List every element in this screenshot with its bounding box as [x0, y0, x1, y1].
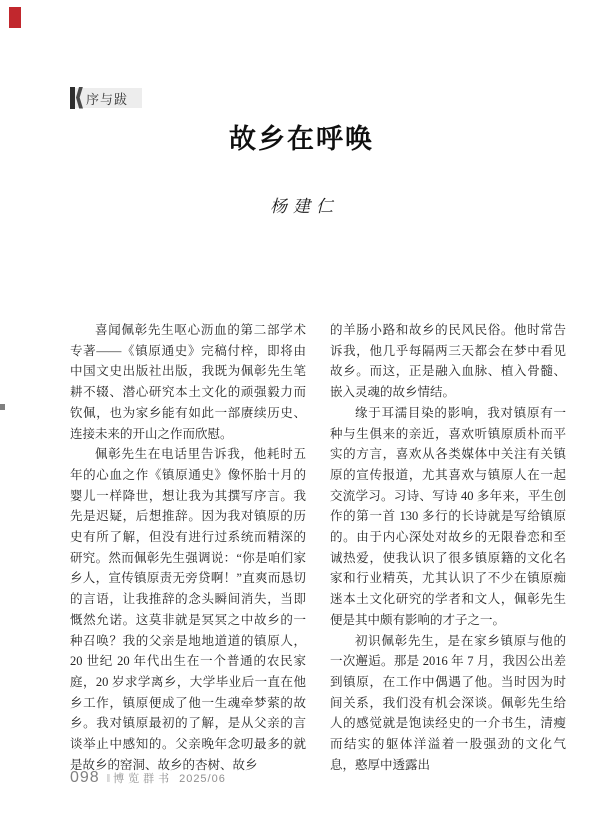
article-title: 故乡在呼唤: [229, 124, 374, 154]
issue-date: 2025/06: [179, 773, 226, 785]
section-tag: [70, 88, 142, 108]
paragraph: 佩彰先生在电话里告诉我，他耗时五年的心血之作《镇原通史》像怀胎十月的婴儿一样降世，想让我为其撰写序言。我先是迟疑，后想推辞。因为我对镇原的历史有所了解，但没有进行过系统而精深的研究。然而佩彰先生强调说：“你是咱们家乡人，宣传镇原责无旁贷啊！”直爽而恳切的言语，让我推辞的念头瞬间消失，当即慨然允诺。这莫非就是冥冥之中故乡的一种召唤？我的父亲是地地道道的镇原人，20 世纪 20 年代出生在一个普通的农民家庭，20 岁求学离乡，大学毕业后一直在他乡工作，镇原便成了他一生魂牵梦萦的故乡。我对镇原最初的了解，是从父亲的言谈举止中感知的。父亲晚年念叨最多的就是故乡的窑洞、故乡的杏树、故乡: [70, 447, 306, 772]
paragraph-continuation: 的羊肠小路和故乡的民风民俗。他时常告诉我，他几乎每隔两三天都会在梦中看见故乡。而这，正是融入血脉、植入骨髓、嵌入灵魂的故乡情结。: [330, 323, 566, 400]
footer-separator: ‖: [106, 771, 111, 785]
bracket-bar: [70, 87, 75, 109]
page-footer: [70, 769, 226, 787]
corner-red-mark: [9, 7, 21, 28]
page-number: 098: [70, 769, 100, 786]
magazine-name: 博览群书: [113, 773, 174, 785]
left-edge-tick: [0, 404, 5, 410]
paragraph: 初识佩彰先生，是在家乡镇原与他的一次邂逅。那是 2016 年 7 月，我因公出差到镇原，在工作中偶遇了他。当时因为时间关系，我们没有机会深谈。佩彰先生给人的感觉就是饱读经史的一介书生，清瘦而结实的躯体洋溢着一股强劲的文化气息，憨厚中透露出: [330, 633, 566, 772]
paragraph: 缘于耳濡目染的影响，我对镇原有一种与生俱来的亲近，喜欢听镇原质朴而平实的方言，喜欢从各类媒体中关注有关镇原的宣传报道，尤其喜欢与镇原人在一起交流学习。习诗、写诗 40 多年来，平生创作的第一首 130 多行的长诗就是写给镇原的。由于内心深处对故乡的无限眷恋和至诚热爱，使我认识了很多镇原籍的文化名家和行业精英，尤其认识了不少在镇原痴迷本土文化研究的学者和文人，佩彰先生便是其中颇有影响的才子之一。: [330, 405, 566, 627]
paragraph: 喜闻佩彰先生呕心沥血的第二部学术专著——《镇原通史》完稿付梓，即将由中国文史出版社出版，我既为佩彰先生笔耕不辍、潜心研究本土文化的顽强毅力而钦佩，也为家乡能有如此一部赓续历史、连接未来的开山之作而欣慰。: [70, 323, 306, 441]
left-column: [70, 320, 306, 775]
section-label: 序与跋: [86, 91, 129, 107]
bracket-wedge: [76, 87, 83, 109]
right-column: [330, 320, 566, 775]
section-bracket-icon: [70, 87, 83, 109]
article-body: [70, 320, 566, 775]
article-author: 杨建仁: [270, 197, 339, 216]
